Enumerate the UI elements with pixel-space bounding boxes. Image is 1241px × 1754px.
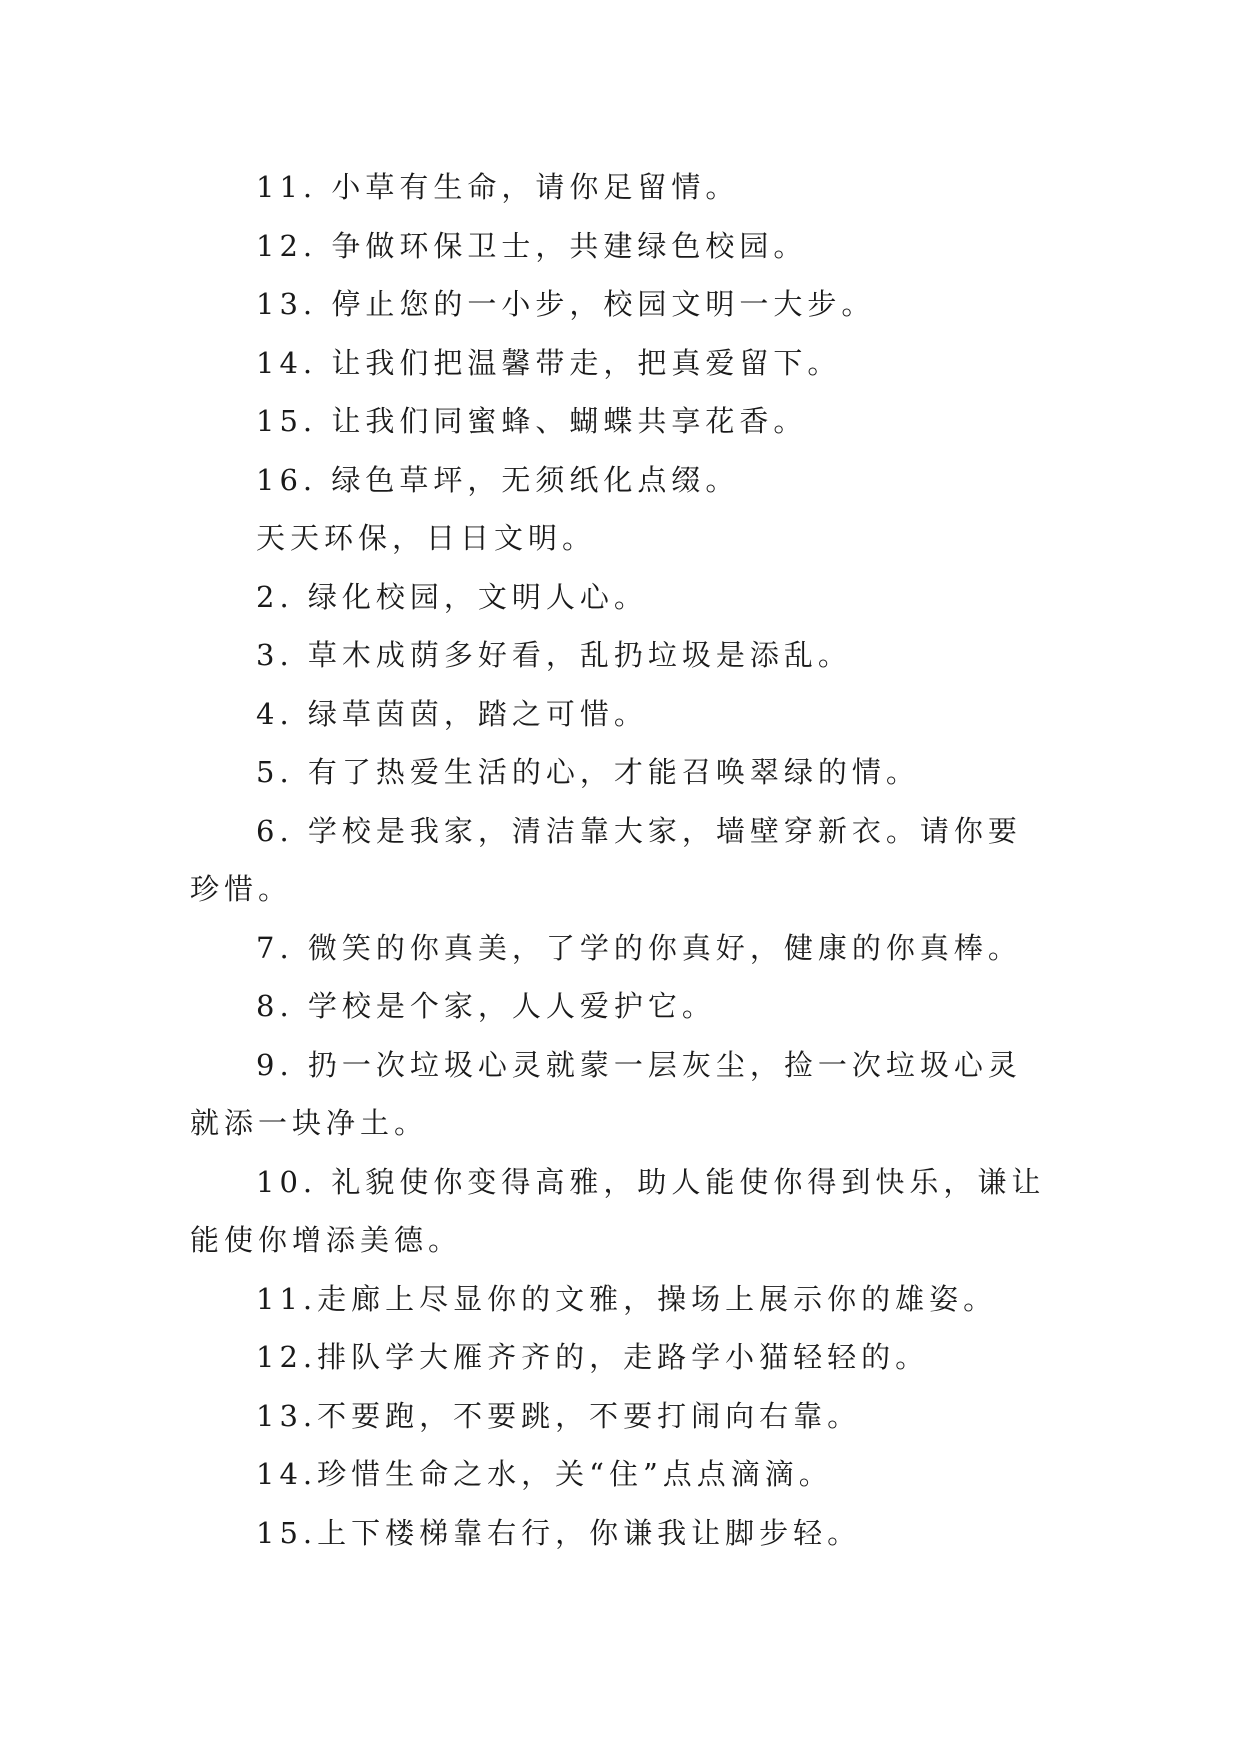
slogan-line: 9. 扔一次垃圾心灵就蒙一层灰尘，捡一次垃圾心灵就添一块净土。 [190, 1047, 1022, 1140]
slogan-line: 11. 小草有生命，请你足留情。 [256, 170, 740, 204]
document-body [190, 158, 1050, 1562]
slogan-line: 12.排队学大雁齐齐的，走路学小猫轻轻的。 [256, 1340, 930, 1374]
slogan-line: 5. 有了热爱生活的心，才能召唤翠绿的情。 [256, 755, 920, 789]
slogan-line: 12. 争做环保卫士，共建绿色校园。 [256, 228, 808, 263]
slogan-line: 13.不要跑，不要跳，不要打闹向右靠。 [256, 1398, 862, 1433]
slogan-line: 8. 学校是个家，人人爱护它。 [256, 989, 716, 1023]
slogan-line: 6. 学校是我家，清洁靠大家，墙壁穿新衣。请你要珍惜。 [190, 813, 1022, 906]
slogan-line: 13. 停止您的一小步，校园文明一大步。 [256, 287, 876, 321]
slogan-line: 14.珍惜生命之水，关“住”点点滴滴。 [256, 1457, 833, 1491]
slogan-line: 10. 礼貌使你变得高雅，助人能使你得到快乐，谦让能使你增添美德。 [190, 1164, 1046, 1257]
slogan-line: 16. 绿色草坪，无须纸化点缀。 [256, 462, 740, 497]
slogan-line: 7. 微笑的你真美，了学的你真好，健康的你真棒。 [256, 930, 1022, 965]
slogan-line: 15. 让我们同蜜蜂、蝴蝶共享花香。 [256, 404, 808, 438]
slogan-line: 2. 绿化校园，文明人心。 [256, 579, 648, 614]
slogan-line: 4. 绿草茵茵，踏之可惜。 [256, 696, 648, 731]
slogan-line: 天天环保，日日文明。 [256, 521, 597, 555]
slogan-line: 14. 让我们把温馨带走，把真爱留下。 [256, 345, 842, 380]
slogan-line: 15.上下楼梯靠右行，你谦我让脚步轻。 [256, 1515, 862, 1550]
slogan-line: 3. 草木成荫多好看，乱扔垃圾是添乱。 [256, 638, 852, 672]
slogan-line: 11.走廊上尽显你的文雅，操场上展示你的雄姿。 [256, 1281, 998, 1316]
